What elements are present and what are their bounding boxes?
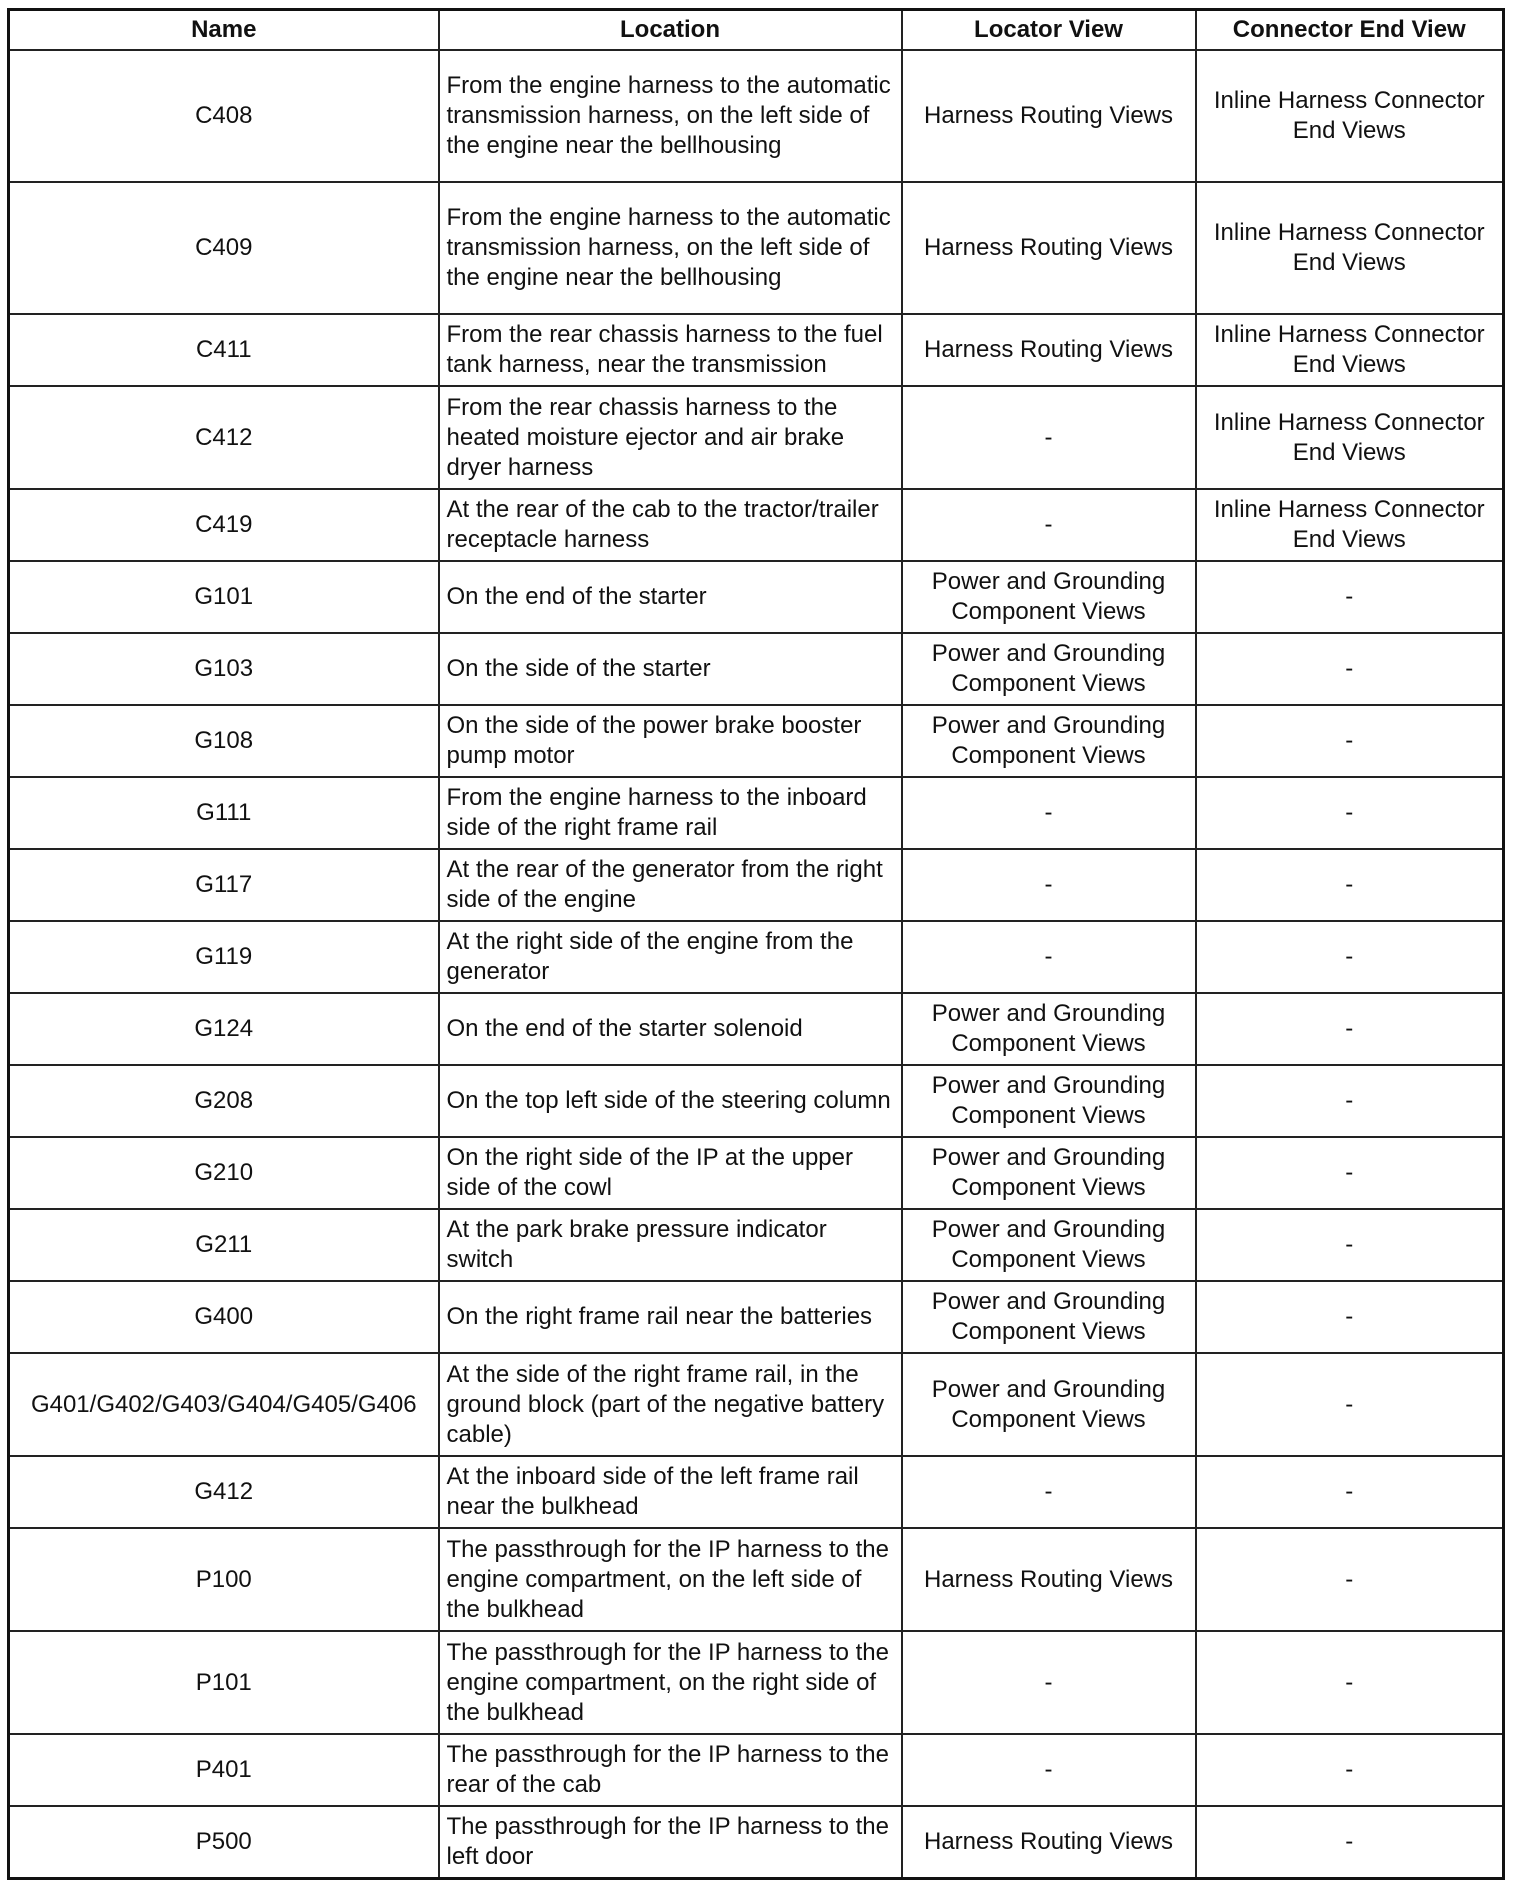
cell-name: G210: [9, 1137, 439, 1209]
table-row: [9, 1734, 1504, 1806]
cell-name: G101: [9, 561, 439, 633]
table-row: [9, 1065, 1504, 1137]
cell-location: The passthrough for the IP harness to the engine compartment, on the right side of the bulkhead: [439, 1631, 902, 1734]
cell-name: C419: [9, 489, 439, 561]
table-row: [9, 50, 1504, 182]
cell-location: The passthrough for the IP harness to the left door: [439, 1806, 902, 1878]
cell-connector-end-view: -: [1196, 1456, 1504, 1528]
cell-name: P500: [9, 1806, 439, 1878]
cell-locator-view: Harness Routing Views: [902, 1528, 1196, 1631]
cell-connector-end-view: Inline Harness Connector End Views: [1196, 182, 1504, 314]
cell-connector-end-view: -: [1196, 1137, 1504, 1209]
cell-location: At the inboard side of the left frame rail near the bulkhead: [439, 1456, 902, 1528]
cell-connector-end-view: Inline Harness Connector End Views: [1196, 489, 1504, 561]
cell-connector-end-view: -: [1196, 1528, 1504, 1631]
cell-connector-end-view: -: [1196, 1281, 1504, 1353]
cell-connector-end-view: -: [1196, 1734, 1504, 1806]
table-row: [9, 386, 1504, 489]
cell-locator-view: -: [902, 849, 1196, 921]
cell-locator-view: -: [902, 1456, 1196, 1528]
cell-connector-end-view: -: [1196, 1209, 1504, 1281]
cell-name: G208: [9, 1065, 439, 1137]
cell-name: P100: [9, 1528, 439, 1631]
cell-name: P401: [9, 1734, 439, 1806]
cell-locator-view: -: [902, 1631, 1196, 1734]
cell-name: G117: [9, 849, 439, 921]
cell-locator-view: -: [902, 489, 1196, 561]
table-row: [9, 1353, 1504, 1456]
cell-location: On the right frame rail near the batteries: [439, 1281, 902, 1353]
cell-name: G103: [9, 633, 439, 705]
cell-connector-end-view: Inline Harness Connector End Views: [1196, 50, 1504, 182]
cell-locator-view: Power and Grounding Component Views: [902, 1065, 1196, 1137]
cell-name: G412: [9, 1456, 439, 1528]
table-row: [9, 1209, 1504, 1281]
cell-connector-end-view: Inline Harness Connector End Views: [1196, 314, 1504, 386]
cell-connector-end-view: Inline Harness Connector End Views: [1196, 386, 1504, 489]
cell-location: From the engine harness to the automatic transmission harness, on the left side of the engine near the bellhousing: [439, 50, 902, 182]
cell-locator-view: Power and Grounding Component Views: [902, 1281, 1196, 1353]
cell-locator-view: Harness Routing Views: [902, 314, 1196, 386]
cell-name: C411: [9, 314, 439, 386]
cell-name: G111: [9, 777, 439, 849]
cell-name: C408: [9, 50, 439, 182]
cell-locator-view: Power and Grounding Component Views: [902, 561, 1196, 633]
cell-location: On the right side of the IP at the upper side of the cowl: [439, 1137, 902, 1209]
cell-connector-end-view: -: [1196, 1806, 1504, 1878]
cell-connector-end-view: -: [1196, 1353, 1504, 1456]
cell-locator-view: Power and Grounding Component Views: [902, 1353, 1196, 1456]
cell-name: G400: [9, 1281, 439, 1353]
cell-connector-end-view: -: [1196, 921, 1504, 993]
cell-locator-view: Harness Routing Views: [902, 1806, 1196, 1878]
table-row: [9, 314, 1504, 386]
cell-name: C412: [9, 386, 439, 489]
cell-location: On the end of the starter solenoid: [439, 993, 902, 1065]
table-row: [9, 705, 1504, 777]
header-connector-end-view: Connector End View: [1196, 10, 1504, 51]
cell-locator-view: Power and Grounding Component Views: [902, 1137, 1196, 1209]
table-row: [9, 1137, 1504, 1209]
cell-locator-view: -: [902, 1734, 1196, 1806]
cell-name: G211: [9, 1209, 439, 1281]
header-name: Name: [9, 10, 439, 51]
table-row: [9, 1281, 1504, 1353]
table-row: [9, 489, 1504, 561]
cell-name: P101: [9, 1631, 439, 1734]
cell-connector-end-view: -: [1196, 777, 1504, 849]
cell-locator-view: -: [902, 921, 1196, 993]
cell-location: From the rear chassis harness to the heated moisture ejector and air brake dryer harness: [439, 386, 902, 489]
cell-location: From the rear chassis harness to the fuel tank harness, near the transmission: [439, 314, 902, 386]
cell-connector-end-view: -: [1196, 633, 1504, 705]
cell-locator-view: -: [902, 386, 1196, 489]
cell-name: G108: [9, 705, 439, 777]
cell-location: From the engine harness to the automatic transmission harness, on the left side of the engine near the bellhousing: [439, 182, 902, 314]
cell-connector-end-view: -: [1196, 1065, 1504, 1137]
table-row: [9, 1806, 1504, 1878]
table-row: [9, 849, 1504, 921]
cell-connector-end-view: -: [1196, 705, 1504, 777]
cell-location: On the side of the starter: [439, 633, 902, 705]
cell-connector-end-view: -: [1196, 561, 1504, 633]
cell-connector-end-view: -: [1196, 993, 1504, 1065]
cell-name: G401/G402/G403/G404/G405/G406: [9, 1353, 439, 1456]
cell-location: At the rear of the generator from the right side of the engine: [439, 849, 902, 921]
cell-location: At the park brake pressure indicator switch: [439, 1209, 902, 1281]
cell-locator-view: -: [902, 777, 1196, 849]
connector-location-document: [7, 8, 1505, 1880]
cell-connector-end-view: -: [1196, 1631, 1504, 1734]
cell-connector-end-view: -: [1196, 849, 1504, 921]
table-row: [9, 1631, 1504, 1734]
table-row: [9, 182, 1504, 314]
cell-location: At the side of the right frame rail, in the ground block (part of the negative battery cable): [439, 1353, 902, 1456]
header-row: [9, 10, 1504, 51]
cell-locator-view: Harness Routing Views: [902, 50, 1196, 182]
cell-location: At the right side of the engine from the generator: [439, 921, 902, 993]
cell-location: The passthrough for the IP harness to the rear of the cab: [439, 1734, 902, 1806]
table-row: [9, 993, 1504, 1065]
cell-name: G119: [9, 921, 439, 993]
cell-locator-view: Power and Grounding Component Views: [902, 633, 1196, 705]
cell-name: C409: [9, 182, 439, 314]
table-row: [9, 1456, 1504, 1528]
table-row: [9, 921, 1504, 993]
table-row: [9, 1528, 1504, 1631]
cell-location: The passthrough for the IP harness to the engine compartment, on the left side of the bulkhead: [439, 1528, 902, 1631]
table-row: [9, 633, 1504, 705]
table-row: [9, 777, 1504, 849]
cell-locator-view: Harness Routing Views: [902, 182, 1196, 314]
header-locator-view: Locator View: [902, 10, 1196, 51]
cell-locator-view: Power and Grounding Component Views: [902, 1209, 1196, 1281]
cell-locator-view: Power and Grounding Component Views: [902, 705, 1196, 777]
cell-location: At the rear of the cab to the tractor/trailer receptacle harness: [439, 489, 902, 561]
table-row: [9, 561, 1504, 633]
connector-table: [7, 8, 1505, 1880]
cell-name: G124: [9, 993, 439, 1065]
cell-locator-view: Power and Grounding Component Views: [902, 993, 1196, 1065]
cell-location: On the side of the power brake booster pump motor: [439, 705, 902, 777]
cell-location: On the top left side of the steering column: [439, 1065, 902, 1137]
cell-location: On the end of the starter: [439, 561, 902, 633]
cell-location: From the engine harness to the inboard side of the right frame rail: [439, 777, 902, 849]
header-location: Location: [439, 10, 902, 51]
